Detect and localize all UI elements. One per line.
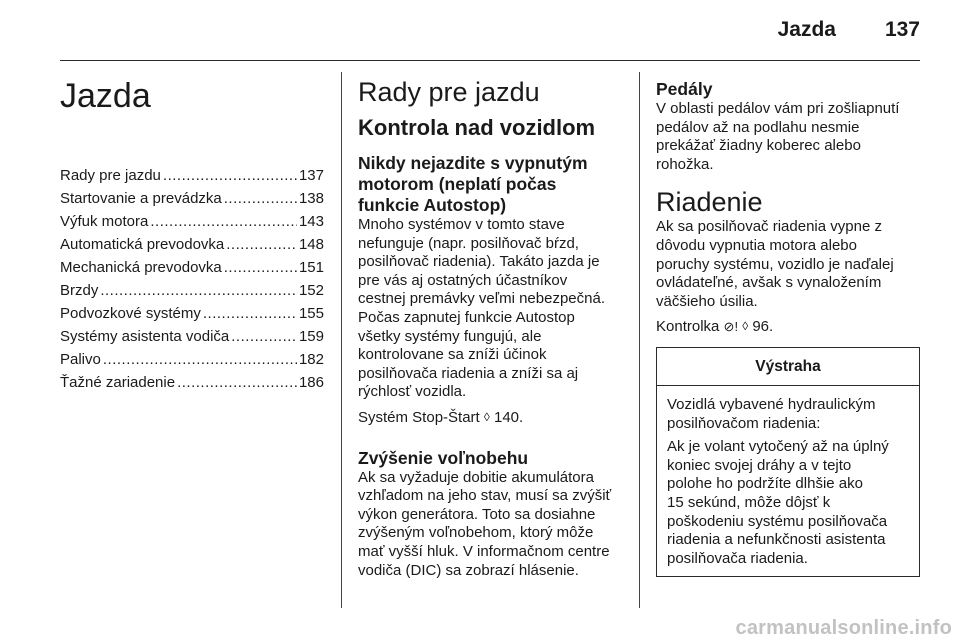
watermark[interactable]: carmanualsonline.info [735,617,952,639]
toc-entry-label: Ťažné zariadenie [60,374,176,391]
text-line: kontrolovane sa zníži účinok [358,346,547,364]
text-line: zvýšeným voľnobehom, ktorý môže [358,524,594,542]
toc-entry-page: 159 [298,328,324,345]
toc-leader-dots [231,325,297,348]
text-line: väčšieho úsilia. [656,292,758,310]
reference-page: 140. [494,408,524,426]
toc-leader-dots [103,348,297,371]
toc-entry[interactable] [60,233,324,256]
pedals-heading: Pedály [656,79,713,99]
toc-entry[interactable] [60,187,324,210]
text-line: Vozidlá vybavené hydraulickým [667,395,876,413]
text-line: výkon generátora. Toto sa dosiahne [358,505,596,523]
text-line: riadenia a nefunkčnosti asistenta [667,531,886,549]
text-line: rýchlosť vozidla. [358,383,467,401]
toc-entry[interactable] [60,325,324,348]
toc-entry[interactable] [60,348,324,371]
warning-light-reference [656,317,920,337]
text-line: cestnej premávky veľmi nebezpečná. [358,290,605,308]
toc-entry-label: Výfuk motora [60,213,149,230]
subsection-title: Kontrola nad vozidlom [358,115,596,140]
toc-entry-label: Systémy asistenta vodiča [60,328,230,345]
text-line: rohožka. [656,155,714,173]
column-divider-2 [639,72,640,608]
toc-entry[interactable] [60,210,324,233]
toc-entry-page: 143 [298,213,324,230]
steering-heading: Riadenie [656,187,763,218]
idle-speed-text [358,469,622,581]
text-line: vodiča (DIC) sa zobrazí hlásenie. [358,561,579,579]
toc-entry-page: 152 [298,282,324,299]
toc-entry-label: Brzdy [60,282,99,299]
pedals-text [656,100,920,174]
toc-entry-page: 148 [298,236,324,253]
text-line: Ak sa vyžaduje dobitie akumulátora [358,468,594,486]
engine-off-heading: Nikdy nejazdite s vypnutým motorom (neplatí počas funkcie Autostop) [358,153,588,215]
toc-entry-label: Palivo [60,351,101,368]
toc-entry-page: 137 [298,167,324,184]
toc-entry-page: 186 [298,374,324,391]
text-line: poškodeniu systému posilňovača [667,512,888,530]
text-line: posilňovača riadenia a zníži sa aj [358,364,579,382]
toc-entry-page: 151 [298,259,324,276]
toc-entry[interactable] [60,371,324,394]
steering-warning-light-icon: ⊘! [723,319,739,335]
text-line: Ak je volant vytočený až na úplný [667,438,889,456]
toc-leader-dots [226,233,297,256]
warning-paragraph-1 [667,396,909,433]
table-of-contents [60,164,324,394]
toc-entry-label: Startovanie a prevádzka [60,190,222,207]
toc-entry-page: 182 [298,351,324,368]
toc-leader-dots [203,302,297,325]
text-line: vzhľadom na jeho stav, musí sa zvýšiť [358,487,612,505]
text-line: pedálov až na podlahu nesmie [656,118,860,136]
toc-leader-dots [224,256,297,279]
idle-speed-heading: Zvýšenie voľnobehu [358,447,529,468]
text-line: koniec svojej dráhy a v tejto [667,456,852,474]
engine-off-text [358,216,622,402]
text-line: dôvodu vypnutia motora alebo [656,236,857,254]
text-line: poruchy systému, vozidlo je naďalej [656,255,894,273]
text-line: Mnoho systémov v tomto stave [358,216,565,233]
text-line: 15 sekúnd, môže dôjsť k [667,493,831,511]
toc-leader-dots [100,279,297,302]
column-3 [656,62,920,577]
toc-leader-dots [163,164,297,187]
warning-paragraph-2 [667,438,909,568]
toc-entry-label: Rady pre jazdu [60,167,161,184]
toc-leader-dots [177,371,297,394]
header-title: Jazda [777,18,836,41]
text-line: všetky systémy fungujú, ale [358,327,542,345]
reference-text: Kontrolka [656,318,720,336]
toc-entry[interactable] [60,279,324,302]
text-line: Počas zapnutej funkcie Autostop [358,308,575,326]
text-line: pre vás aj ostatných účastníkov [358,271,568,289]
text-line: prekážať žiadny koberec alebo [656,137,861,155]
column-1 [60,62,324,394]
text-line: polohe ho podržíte dlhšie ako [667,475,863,493]
steering-text [656,218,920,311]
page-reference-icon: ◊ [483,409,490,424]
text-line: mať vyšší hluk. V informačnom centre [358,542,610,560]
reference-page: 96. [752,318,774,336]
toc-entry-label: Podvozkové systémy [60,305,201,322]
toc-leader-dots [150,210,297,233]
page-header [60,0,920,61]
warning-title: Výstraha [657,348,919,386]
warning-body [657,386,919,576]
toc-leader-dots [224,187,297,210]
column-divider-1 [341,72,342,608]
chapter-title: Jazda [60,77,151,115]
warning-box [656,347,920,577]
text-line: posilňovačom riadenia: [667,414,821,432]
column-2 [358,62,622,580]
page-reference-icon: ◊ [742,319,749,334]
reference-text: Systém Stop-Štart [358,408,480,426]
text-line: V oblasti pedálov vám pri zošliapnutí [656,100,900,117]
toc-entry-label: Mechanická prevodovka [60,259,222,276]
toc-entry-label: Automatická prevodovka [60,236,225,253]
section-title: Rady pre jazdu [358,77,540,107]
toc-entry[interactable] [60,302,324,325]
text-line: posilňovača riadenia. [667,549,808,567]
toc-entry-page: 155 [298,305,324,322]
text-line: ovládateľné, avšak s vynaložením [656,274,882,292]
toc-entry-page: 138 [298,190,324,207]
toc-entry[interactable] [60,256,324,279]
header-page-number: 137 [884,18,920,41]
toc-entry[interactable] [60,164,324,187]
text-line: nefunguje (napr. posilňovač bŕzd, [358,234,579,252]
stop-start-reference [358,408,622,428]
text-line: Ak sa posilňovač riadenia vypne z [656,218,882,236]
text-line: posilňovač riadenia). Takáto jazda je [358,253,600,271]
